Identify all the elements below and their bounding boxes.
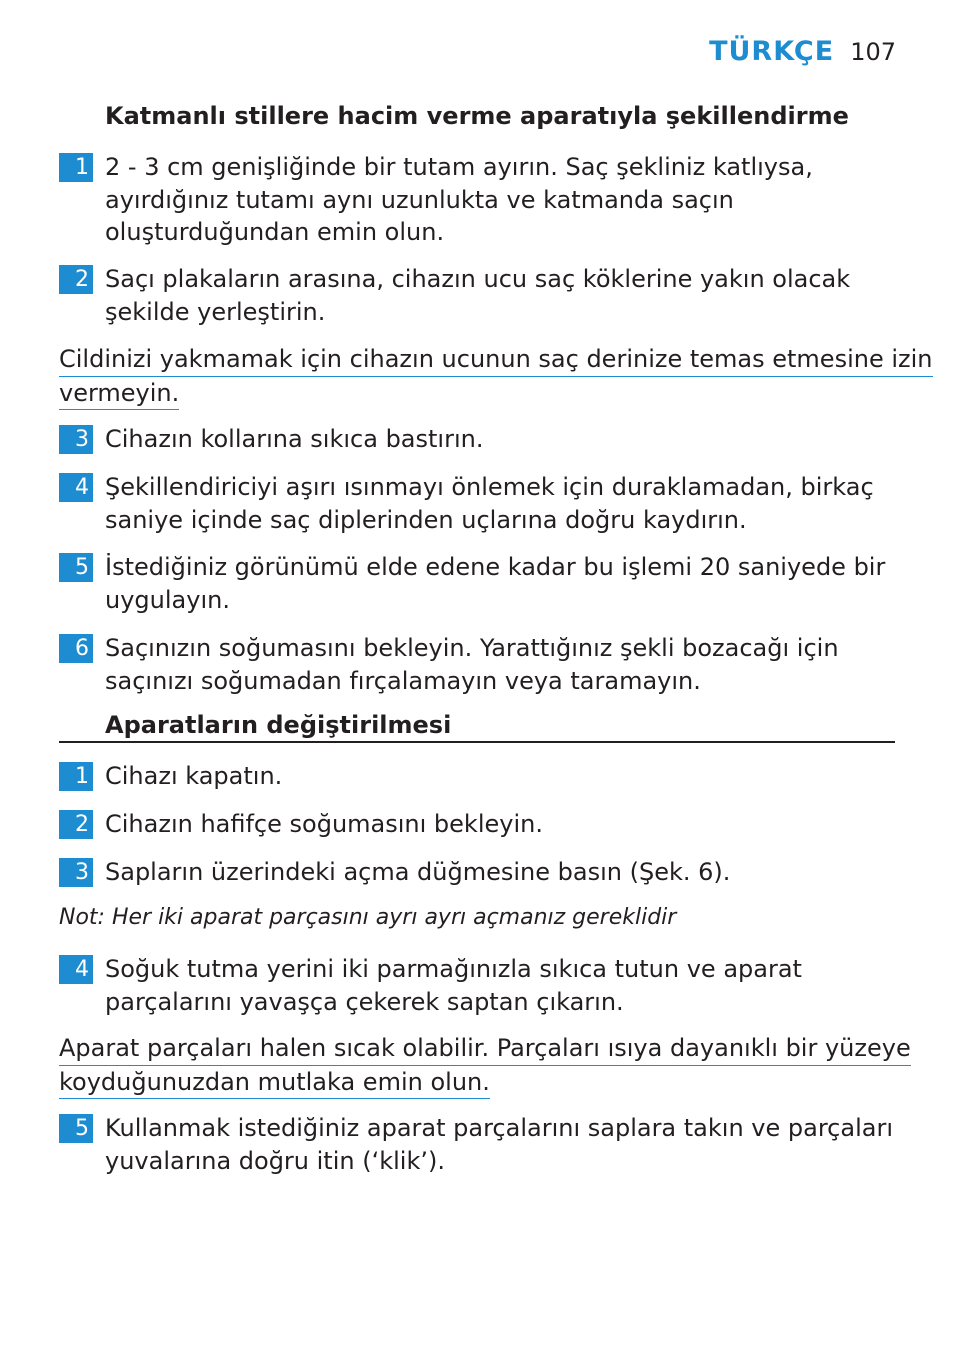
- step-text: Kullanmak istediğiniz aparat parçalarını saplara takın ve parçaları yuvalarına doğru itin (‘klik’).: [105, 1114, 893, 1175]
- section-title-attachments: Aparatların değiştirilmesi: [59, 711, 895, 743]
- warning-line: Cildinizi yakmamak için cihazın ucunun saç derinize temas etmesine izin: [59, 343, 933, 377]
- step-number: 1: [59, 153, 93, 182]
- step-text: Cihazın kollarına sıkıca bastırın.: [105, 425, 484, 453]
- step-text: İstediğiniz görünümü elde edene kadar bu işlemi 20 saniyede bir uygulayın.: [105, 553, 886, 614]
- step-item: [59, 856, 895, 889]
- step-item: [59, 471, 895, 536]
- step-item: [59, 808, 895, 841]
- section-title-layered-styling: Katmanlı stillere hacim verme aparatıyla şekillendirme: [105, 102, 849, 130]
- page-number: 107: [850, 38, 896, 66]
- step-item: [59, 423, 895, 456]
- warning-line: koyduğunuzdan mutlaka emin olun.: [59, 1066, 490, 1100]
- step-number: 2: [59, 810, 93, 839]
- warning-paragraph: [59, 1032, 911, 1099]
- step-number: 3: [59, 425, 93, 454]
- step-number: 2: [59, 265, 93, 294]
- step-text: Sapların üzerindeki açma düğmesine basın (Şek. 6).: [105, 858, 731, 886]
- step-number: 3: [59, 858, 93, 887]
- step-text: 2 - 3 cm genişliğinde bir tutam ayırın. Saç şekliniz katlıysa, ayırdığınız tutamı aynı uzunlukta ve katmanda saçın oluşturduğundan emin olun.: [105, 153, 813, 246]
- step-item: [59, 263, 895, 328]
- step-item: [59, 953, 895, 1018]
- step-item: [59, 551, 895, 616]
- warning-line: vermeyin.: [59, 377, 179, 411]
- step-number: 4: [59, 955, 93, 984]
- language-label: TÜRKÇE: [709, 36, 835, 67]
- step-item: [59, 632, 895, 697]
- step-text: Saçınızın soğumasını bekleyin. Yarattığınız şekli bozacağı için saçınızı soğumadan fırçalamayın veya taramayın.: [105, 634, 839, 695]
- page-header: [709, 36, 896, 67]
- step-text: Soğuk tutma yerini iki parmağınızla sıkıca tutun ve aparat parçalarını yavaşça çekerek saptan çıkarın.: [105, 955, 802, 1016]
- warning-paragraph: [59, 343, 933, 410]
- step-number: 6: [59, 634, 93, 663]
- note-text: Not: Her iki aparat parçasını ayrı ayrı açmanız gereklidir: [59, 905, 677, 930]
- step-number: 1: [59, 762, 93, 791]
- step-text: Cihazın hafifçe soğumasını bekleyin.: [105, 810, 543, 838]
- step-number: 5: [59, 553, 93, 582]
- step-item: [59, 151, 895, 249]
- step-text: Şekillendiriciyi aşırı ısınmayı önlemek için duraklamadan, birkaç saniye içinde saç diplerinden uçlarına doğru kaydırın.: [105, 473, 874, 534]
- step-number: 4: [59, 473, 93, 502]
- warning-line: Aparat parçaları halen sıcak olabilir. Parçaları ısıya dayanıklı bir yüzeye: [59, 1032, 911, 1066]
- step-item: [59, 760, 895, 793]
- step-number: 5: [59, 1114, 93, 1143]
- step-text: Cihazı kapatın.: [105, 762, 283, 790]
- step-text: Saçı plakaların arasına, cihazın ucu saç köklerine yakın olacak şekilde yerleştirin.: [105, 265, 851, 326]
- step-item: [59, 1112, 895, 1177]
